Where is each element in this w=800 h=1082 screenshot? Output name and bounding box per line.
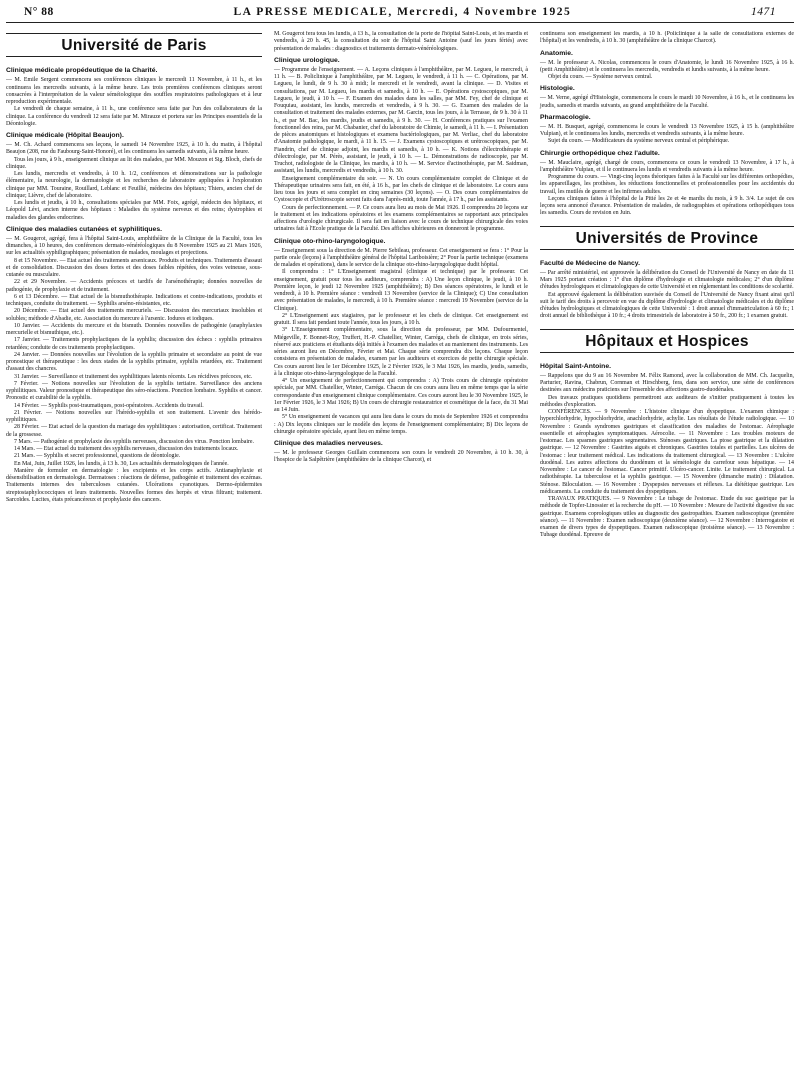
section-heading: Anatomie. xyxy=(540,49,573,57)
paragraph: Le vendredi de chaque semaine, à 11 h., une conférence sera faite par l'un des collaborateurs de la clinique. La conférence du vendredi 12 sera faite par M. Mirauze et portera sur les Principes essentiels de la Déontologie. xyxy=(6,106,262,127)
paragraph: Des travaux pratiques quotidiens permettront aux auditeurs de s'initier pratiquement à toutes les méthodes d'exploration. xyxy=(540,394,794,408)
banner-title: Universités de Province xyxy=(575,229,759,247)
paragraph: 31 Janvier. — Surveillance et traitement des syphilitiques latents récents. Les récidives précoces, etc. xyxy=(14,373,253,380)
paragraph: — Par arrêté ministériel, est approuvée la délibération du Conseil de l'Université de Nancy en date du 11 Mars 1925 portant création : 1° d'un diplôme d'hydrologie et climatologie médicales; 2° d'un diplôme d'études hydrologiques et climatologiques de cette Université et en réglementant les conditions de scolarité. xyxy=(540,269,794,291)
paragraph: Manière de formuler en dermatologie : les excipients et les corps actifs. Antianaphylaxie et désensibilisation en dermatologie. Dermatoses : réactions de défense, pathogénie et traitement des eczémas. Traitements internes des tuberculoses cutanées. Ulcérations cyanotiques. Dermo-épidermites streptostaphylococciques et leurs traitements. Nouvelles formes des herpès et virus filtrant; traitement. Sarcoïdes. Lucites, états précancéreux et prophylaxie des cancers. xyxy=(6,467,262,503)
section-heading: Chirurgie orthopédique chez l'adulte. xyxy=(540,149,660,157)
article-section xyxy=(274,57,528,234)
article-section xyxy=(6,132,262,222)
paragraph: 5° Un enseignement de vacances qui aura lieu dans le cours du mois de Septembre 1926 et comprendra : A) Dix leçons cliniques sur le modèle des leçons de l'enseignement complémentaire; B) Dix leçons de chirurgie opératoire spéciale, ayant lieu en même temps. xyxy=(274,414,528,435)
article-section xyxy=(540,50,794,82)
banner-universite-paris xyxy=(6,33,262,57)
paragraph: M. Gougerot fera tous les lundis, à 13 h., la consultation de la porte de l'hôpital Saint-Louis, et les mardis et vendredis, à 20 h. 45, la consultation du soir de l'hôpital Saint Antoine (sauf les jours fériés) avec présentation de malades : diagnostics et traitements dermato-vénéréologiques. xyxy=(274,31,528,52)
paragraph: 20 Décembre. — Etat actuel des traitements mercuriels. — Discussion des mercuriaux insolubles et solubles; méthode d'Abadie, etc. Association du mercure à l'arsenic. Iodures et iodiques. xyxy=(6,308,262,322)
page-number: 1471 xyxy=(751,6,776,18)
article-section xyxy=(540,114,794,146)
paragraph: — M. le professeur Georges Guillain commencera son cours le vendredi 20 Novembre, à 10 h. 30, à l'hospice de la Salpêtrière (amphithéâtre de la clinique Charcot), et xyxy=(274,450,528,464)
paragraph: 7 Mars. — Pathogénie et prophylaxie des syphilis nerveuses, discussion des virus. Ponction lombaire. xyxy=(14,438,255,445)
section-heading: Clinique des maladies cutanées et syphilitiques. xyxy=(6,225,162,233)
running-header xyxy=(6,4,794,23)
paragraph: Cours de perfectionnement. — P. Ce cours aura lieu au mois de Mai 1926. Il comprendra 20 leçons sur le traitement et les indications opératoires et les examens complémentaires se rapportant aux principales affections d'urologie chirurgicale. Il sera fait en liaison avec le cours de technique chirurgicale des voies urinaires fait à l'Ecole pratique de la Faculté. Des affiches ultérieures en donneront le programme. xyxy=(274,204,528,233)
section-heading: Histologie. xyxy=(540,85,575,93)
banner-title: Université de Paris xyxy=(61,37,207,54)
paragraph: 21 Février. — Notions nouvelles sur l'hérédo-syphilis et son traitement. L'avenir des hérédo-syphilitiques. xyxy=(6,409,262,423)
paragraph: 28 Février. — Etat actuel de la question du mariage des syphilitiques : autorisation, certificat. Traitement de la grossesse. xyxy=(6,424,262,438)
article-section xyxy=(6,226,262,504)
paragraph: Leçons cliniques faites à l'hôpital de la Pitié les 2e et 4e mardis du mois, à 9 h. 3/4. Le sujet de ces leçons sera annoncé d'avance. Présentation de malades, de radiographies et opérations orthopédiques tous les samedis. Cours de revision en Juin. xyxy=(540,195,794,217)
paragraph: 3° L'Enseignement complémentaire, sous la direction du professeur, par MM. Dufourmentel, Miégeville, F. Bonnet-Roy, Truffert, H.-P. Chatellier, Winter, Carréga, chefs de clinique, en trois séries, réservé aux praticiens et étudiants déjà initiés à l'examen des malades et au maniement des instruments. Les séries auront lieu en Décembre, Février et Mai. Chaque série comprendra dix leçons. Chaque leçon consistera en présentation de malades, examen par les auditeurs et exercices de petite chirurgie spéciale. Ces cours auront lieu le 1er Décembre 1925, le 2 Février 1926, le 3 Mai 1926, les mardis, jeudis, samedis, à la clinique oto-rhino-laryngologique de la Faculté. xyxy=(274,327,528,377)
paragraph: — M. Verne, agrégé d'Histologie, commencera le cours le mardi 10 Novembre, à 16 h., et le continuera les jeudis, samedis et mardis suivants, au grand amphithéâtre de la Faculté. xyxy=(540,95,794,109)
paragraph: Sujet du cours. — Modificateurs du système nerveux central et périphérique. xyxy=(548,138,730,145)
paragraph: Enseignement complémentaire du soir. — N. Un cours complémentaire complet de Clinique et de Thérapeutique urinaires sera fait, en été, à 16 h., par les chefs de clinique et de laboratoire. Le cours aura lieu tous les jours et sera complet en cinq semaines (30 leçons). — O. Des cours complémentaires de Cystoscopie et d'Urétroscopie seront faits dans l'après-midi, toute l'année, à 17 h., par les assistants. xyxy=(274,175,528,204)
hospital-sections xyxy=(540,363,794,540)
section-heading: Hôpital Saint-Antoine. xyxy=(540,362,611,370)
article-section xyxy=(274,440,528,465)
article-section xyxy=(274,238,528,437)
paragraph: Les lundis et jeudis, à 10 h., consultations spéciales par MM. Foix, agrégé, médecin des hôpitaux, et Léopold Lévi, ancien interne des hôpitaux : Maladies du système nerveux et des reins; dystrophies et maladies des glandes endocrines. xyxy=(6,200,262,221)
column-2 xyxy=(272,31,528,1061)
article-section xyxy=(540,363,794,540)
paragraph: 8 et 15 Novembre. — Etat actuel des traitements arsenicaux. Produits et techniques. Traitements d'assaut et de consolidation. Discussion des doses fortes et des doses faibles répétées, des voies veineuse, sous-cutanée ou musculaire. xyxy=(6,257,262,278)
banner-hopitaux-hospices xyxy=(540,329,794,353)
section-heading: Clinique des maladies nerveuses. xyxy=(274,440,383,447)
paragraph: — M. Emile Sergent commencera ses conférences cliniques le mercredi 11 Novembre, à 11 h., et les continuera les mercredis suivants, à la même heure. Les trois premières conférences cliniques seront consacrées à l'interprétation de la valeur séméiologique des souffles respiratoires pathologiques et à leur reproduction expérimentale. xyxy=(6,77,262,105)
section-heading: Clinique oto-rhino-laryngologique. xyxy=(274,237,386,245)
province-sections xyxy=(540,260,794,321)
article-section xyxy=(540,31,794,46)
text-columns xyxy=(6,31,794,1061)
paragraph: — Rappelons que du 9 au 16 Novembre M. Félix Ramond, avec la collaboration de MM. Ch. Jacquelin, Parturier, Ravina, Chabrun, Cornman et Hirschberg, fera, dans son service, une série de conférences destinées aux médecins praticiens sur l'ensemble des affections gastro-duodénales. xyxy=(540,372,794,394)
paragraph: Est approuvé également la délibération susvisée du Conseil de l'Université de Nancy fixant ainsi qu'il suit le tarif des droits à percevoir en vue du diplôme d'hydrologie et climatologie médicales et du diplôme d'études hydrologiques et climatologiques de cette Université : 1 droit annuel d'immatriculation à 60 fr.; 1 droit annuel de bibliothèque à 10 fr.; 4 droits trimestriels de laboratoire à 50 fr., 200 fr.; 1 examen gratuit. xyxy=(540,291,794,320)
article-section xyxy=(540,260,794,321)
paragraph: Il comprendra : 1° L'Enseignement magistral (clinique et technique) par le professeur. Cet enseignement, gratuit pour tous les auditeurs, comprendra : A) Une leçon clinique, le jeudi, à 10 h. Première leçon, le jeudi 12 Novembre 1925 (amphithéâtre); B) Des séances opératoires, le lundi et le vendredi, à 10 h. Première séance : vendredi 13 Novembre (service de la Clinique); C) Une consultation avec présentation de malades, le mercredi, à 10 h. Première séance : mercredi 19 Novembre (service de la Clinique). xyxy=(274,269,528,312)
paragraph: 6 et 13 Décembre. — Etat actuel de la bismuthothérapie. Indications et contre-indications, produits et techniques, conduite du traitement. — Syphilis arséno-résistantes, etc. xyxy=(6,293,262,307)
paragraph: 10 Janvier. — Accidents du mercure et du bismuth. Données nouvelles de pathogénie (anaphylaxies mercurielle et bismuthique, etc.). xyxy=(6,322,262,336)
paragraph: — M. Gougerot, agrégé, fera à l'hôpital Saint-Louis, amphithéâtre de la Clinique de la Faculté, tous les dimanches, à 10 heures, des conférences dermato-vénéréologiques du 8 Novembre 1925 au 21 Mars 1926, sur les actualités syphiligraphiques; présentation de malades, moulages et projections. xyxy=(6,235,262,257)
paragraph: — M. le professeur A. Nicolas, commencera le cours d'Anatomie, le lundi 16 Novembre 1925, à 16 h. (petit Amphithéâtre) et le continuera les mercredis, vendredis et lundis suivants, à la même heure. xyxy=(540,59,794,73)
paragraph: — M. H. Busquet, agrégé, commencera le cours le vendredi 13 Novembre 1925, à 15 h. (amphithéâtre Vulpian), et le continuera les lundis, mercredis et vendredis suivants, à la même heure. xyxy=(540,123,794,137)
paragraph: 14 Février. — Syphilis post-traumatiques, post-opératoires. Accidents du travail. xyxy=(14,402,204,409)
paragraph: CONFÉRENCES. — 9 Novembre : L'histoire clinique d'un dyspeptique. L'examen chimique : hyperchlorhydrie, hypochlorhydrie, anachlorhydrie, achylie. Les résultats de l'étude radiologique. — 10 Novembre : Grands syndromes gastriques et classification des maladies de l'estomac. Aérophagie essentielle et aérophagies symptomatiques. Aérocolie. — 11 Novembre : Les troubles moteurs de l'estomac. Les spasmes gastriques segmentaires. Sténoses gastriques. La ptose gastrique et la dilatation gastrique. — 12 Novembre : Gastrites aiguës et chroniques. Gastrites totales et partielles. Les ulcères de l'estomac : leur traitement médical. Les indications du traitement chirurgical. — 13 Novembre : L'ulcère duodénal. Les autres affections du duodénum et la séméiologie du carrefour sous hépatique. — 14 Novembre : Le cancer de l'estomac. Cancer primitif. Ulcéro-cancer. Linite. Le traitement chirurgical. La radiothérapie. La tuberculose et la syphilis gastrique. — 15 Novembre (dimanche matin) : Dilatation. Sténose. Biloculation. — 16 Novembre : Dyspepsies nerveuses et réflexes. La diététique gastrique. Les médicaments. La conduite du traitement des dyspeptiques. xyxy=(540,409,794,495)
paragraph: 17 Janvier. — Traitements prophylactiques de la syphilis; discussion des échecs : syphilis primaires retardées; conduite de ces traitements prophylactiques. xyxy=(6,337,262,351)
paragraph: 7 Février. — Notions nouvelles sur l'évolution de la syphilis tertiaire. Surveillance des anciens syphilitiques. Valeur pronostique et thérapeutique des séro-réactions. Ponction lombaire. Syphilis et cancer. Pronostic et curabilité de la syphilis. xyxy=(6,380,262,402)
paragraph: — Programme de l'enseignement. — A. Leçons cliniques à l'amphithéâtre, par M. Legueu, le mercredi, à 11 h. — B. Policlinique à l'amphithéâtre, par M. Legueu, le vendredi, à 11 h. — C. Opérations, par M. Legueu, le lundi, de 9 h. 30 à midi; le mercredi et le vendredi, avant la clinique. — D. Visites et consultations, par M. Legueu, les mardis et samedis, à 10 h. — E. Opérations cystoscopiques, par M. Legueu, le jeudi, à 10 h. — F. Examen des malades dans les salles, par MM. Fey, chef de clinique et Fouquiau, assistant, les lundis, mercredis et vendredis, à 9 h. 30. — G. Examen des malades de la consultation et traitement des malades externes, par M. Garcin, tous les jours, à la Terrasse, de 9 h. 30 à 11 h., et par M. Bac, les mardis, jeudis et samedis, à 9 h. 30. — H. Conférences pratiques sur l'examen fonctionnel des reins, par M. Chabanier, chef du laboratoire de Chimie, le samedi, à 11 h. — I. Présentation de pièces anatomiques et histologiques et examens bactériologiques, par M. Verliac, chef du laboratoire d'Anatomie pathologique, le mardi, à 11 h. 15. — J. Examens cystoscopiques et urétroscopiques, par M. Fiandrin, chef de clinique adjoint, les mardis et samedis, à 10 h. — K. Notions d'électrothérapie et d'électrologie, par M. Pérès, assistant, le jeudi, à 10 h. — L. Démonstrations de radioscopie, par M. Truchot, radiologiste de la Clinique, les mardis, à 10 h. — M. Service d'actinothérapie, par M. Saidman, assistant, les lundis, mercredis et vendredis, à 10 h. 30. xyxy=(274,66,528,175)
paragraph: 4° Un enseignement de perfectionnement qui comprendra : A) Trois cours de chirurgie opératoire spéciale, par MM. Chatellier, Winter, Carréga. Chacun de ces cours aura lieu en même temps que la série correspondante d'un enseignement clinique complémentaire. Ces cours auront lieu le 30 Novembre 1925, le 1er Février 1926, le 3 Mai 1926; B) Un cours de chirurgie restauratrice et cosmétique de la face, du 31 Mai au 14 Juin. xyxy=(274,378,528,413)
paragraph: 21 Mars. — Syphilis et secret professionnel, questions de déontologie. xyxy=(14,453,181,460)
column-1 xyxy=(6,31,262,1061)
paragraph: TRAVAUX PRATIQUES. — 9 Novembre : Le tubage de l'estomac. Etude du suc gastrique par la méthode de Topfer-Linossier et la recherche du pH. — 10 Novembre : Mesure de l'activité digestive du suc gastrique. Examens coprologiques utiles au diagnostic des gastropathies. Examen radioscopique (première séance). — 11 Novembre : Examen radioscopique (deuxième séance). — 12 Novembre : Interrogatoire et examen de divers types de dyspeptiques. Examen radioscopique (troisième séance). — 13 Novembre : Tubage duodénal. Epreuve de xyxy=(540,496,794,539)
paragraph: 2° L'Enseignement aux stagiaires, par le professeur et les chefs de clinique. Cet enseignement est gratuit. Il sera fait pendant toute l'année, tous les jours, à 10 h. xyxy=(274,312,528,326)
paragraph: — M. Mauclaire, agrégé, chargé de cours, commencera ce cours le vendredi 13 Novembre, à 17 h., à l'amphithéâtre Vulpian, et il le continuera les lundis et vendredis suivants à la même heure. xyxy=(540,159,794,173)
paragraph: Objet du cours. — Système nerveux central. xyxy=(548,74,653,80)
section-heading: Clinique médicale propédeutique de la Charité. xyxy=(6,67,158,75)
journal-title: LA PRESSE MEDICALE, Mercredi, 4 Novembre 1925 xyxy=(233,6,572,18)
article-section xyxy=(6,67,262,128)
paragraph: — M. Ch. Achard commencera ses leçons, le samedi 14 Novembre 1925, à 10 h. du matin, à l'hôpital Beaujon (208, rue du Faubourg-Saint-Honoré), et les continuera les samedis suivants, à la même heure. xyxy=(6,142,262,156)
article-section xyxy=(540,150,794,218)
col2-sections xyxy=(274,31,528,465)
paragraph: Tous les jours, à 9 h., enseignement clinique au lit des malades, par MM. Mouzon et Sig. Bloch, chefs de clinique. xyxy=(6,156,262,170)
section-heading: Clinique urologique. xyxy=(274,56,340,64)
column-3 xyxy=(538,31,794,1061)
paragraph: Les lundis, mercredis et vendredis, à 10 h. 1/2, conférences et démonstrations sur la pathologie élémentaire, la neurologie, la dermatologie et les recherches de laboratoire appliquées à l'exploration clinique par MM. Touraine, Rouillard, Leblanc et Feuillié, médecins des hôpitaux; Thiers, ancien chef de clinique; Lièvre, chef de laboratoire. xyxy=(6,171,262,199)
article-section xyxy=(540,85,794,110)
col3-sections xyxy=(540,31,794,218)
issue-number: N° 88 xyxy=(24,6,54,18)
banner-universites-province xyxy=(540,226,794,250)
section-heading: Clinique médicale (Hôpital Beaujon). xyxy=(6,132,124,139)
paragraph: — Enseignement sous la direction de M. Pierre Sebileau, professeur. Cet enseignement se fera : 1° Pour la partie orale (leçons) à l'amphithéâtre général de l'hôpital Lariboisière; 2° Pour la partie technique (examens de malades et opérations), dans le service de la clinique oto-rhino-laryngologique dudit hôpital. xyxy=(274,247,528,268)
paragraph: 24 Janvier. — Données nouvelles sur l'évolution de la syphilis primaire et secondaire au point de vue pronostique et thérapeutique : les deux stades de la syphilis primaire, syphilis retardées, etc. Traitement d'assaut des chancres. xyxy=(6,351,262,373)
paragraph: continuera son enseignement les mardis, à 10 h. (Policlinique à la salle de consultations externes de l'hôpital) et les vendredis, à 10 h. 30 (amphithéâtre de la clinique Charcot). xyxy=(540,31,794,45)
paragraph: En Mai, Juin, Juillet 1926, les lundis, à 13 h. 30, Les actualités dermatologiques de l'année. xyxy=(14,460,229,467)
col1-sections xyxy=(6,67,262,504)
paragraph: 14 Mars. — Etat actuel du traitement des syphilis nerveuses, discussion des traitements locaux. xyxy=(14,446,239,452)
article-section xyxy=(274,31,528,53)
paragraph: Programme du cours. — Vingt-cinq leçons théoriques faites à la Faculté sur les différentes orthopédies, les appareillages, les prothèses, les réductions fonctionnelles et professionnelles pour les accidentés du travail, les mutilés de guerre et les infirmes adultes. xyxy=(540,174,794,195)
paragraph: 22 et 29 Novembre. — Accidents précoces et tardifs de l'arsénothérapie; données nouvelles de pathogénie, de prophylaxie et de traitement. xyxy=(6,279,262,293)
section-heading: Pharmacologie. xyxy=(540,113,591,121)
banner-title: Hôpitaux et Hospices xyxy=(585,332,749,350)
section-heading: Faculté de Médecine de Nancy. xyxy=(540,259,640,267)
